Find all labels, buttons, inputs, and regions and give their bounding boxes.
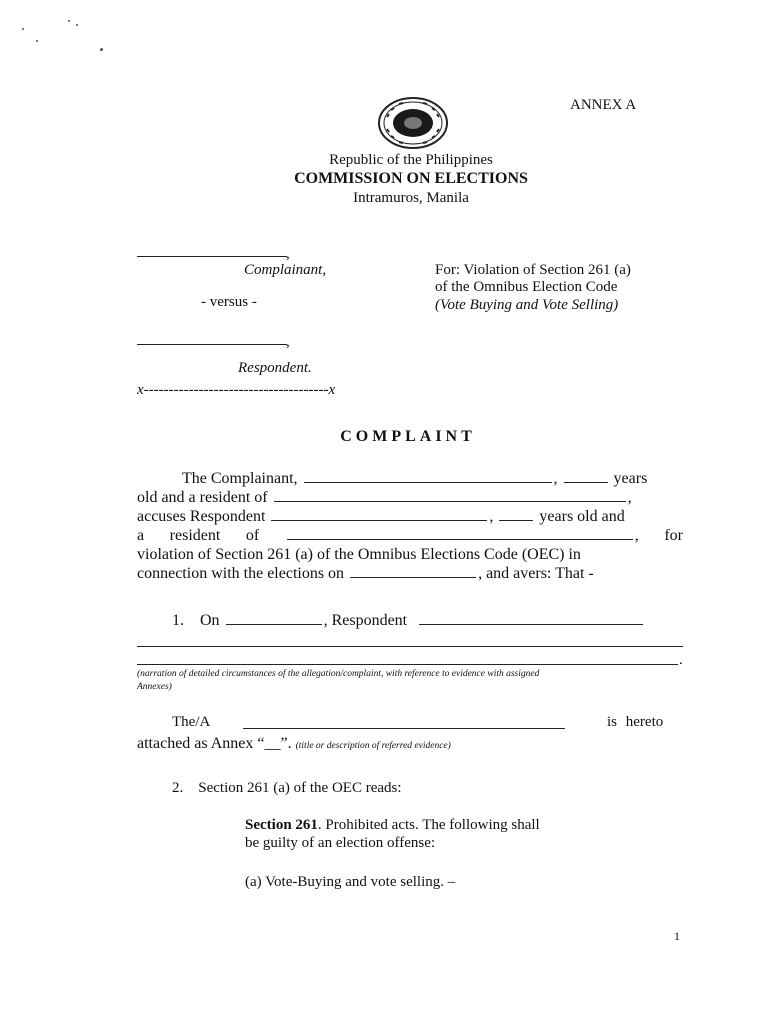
p1-line2: old and a resident of , [137,489,632,506]
p1-line4: a resident of , for [137,527,683,544]
narration-line-1[interactable] [137,646,683,647]
the-a-label: The/A [172,714,211,730]
respondent-address-field[interactable] [287,538,633,540]
p1-line6: connection with the elections on , and avers: That - [137,565,594,582]
p1-line1: The Complainant, , years [182,470,648,487]
attached-line: attached as Annex “__”. (title or description of referred evidence) [137,735,451,752]
incident-description-field-1[interactable] [419,623,643,625]
comelec-seal-icon [377,97,449,149]
republic-line: Republic of the Philippines [329,152,493,168]
narration-line-2[interactable] [137,664,678,665]
complainant-name-field[interactable] [304,481,552,483]
complainant-address-field[interactable] [274,500,626,502]
section-261-line2: be guilty of an election offense: [245,835,436,851]
is-hereto-label: is hereto [607,714,664,730]
page-number: 1 [674,929,680,943]
respondent-name-field[interactable] [271,519,487,521]
narration-note-2: Annexes) [137,682,172,692]
for-violation-line1: For: Violation of Section 261 (a) [435,262,631,278]
narration-note-1: (narration of detailed circumstances of the allegation/complaint, with reference to evidence with assigned [137,669,540,679]
document-title: COMPLAINT [340,428,476,445]
commission-name: COMMISSION ON ELECTIONS [294,170,528,187]
complainant-label: Complainant, [244,262,327,278]
evidence-title-field[interactable] [243,728,565,729]
caption-separator: x-------------------------------------x [137,382,336,398]
comma-mark: , [286,246,290,262]
versus-label: - versus - [201,294,257,310]
election-date-field[interactable] [350,576,476,578]
complainant-name-line [137,256,287,257]
item2-line: 2. Section 261 (a) of the OEC reads: [172,780,402,796]
annex-label: ANNEX A [570,97,637,113]
vote-buying-heading: (a) Vote-Buying and vote selling. – [245,874,456,890]
complainant-age-field[interactable] [564,481,608,483]
commission-location: Intramuros, Manila [353,190,469,206]
item1-line: 1. On , Respondent [172,612,645,630]
incident-date-field[interactable] [226,623,322,625]
respondent-name-line [137,344,287,345]
period-mark: . [679,652,683,668]
for-violation-line2: of the Omnibus Election Code [435,279,618,295]
respondent-age-field[interactable] [499,519,533,521]
for-violation-line3: (Vote Buying and Vote Selling) [435,297,619,313]
p1-line5: violation of Section 261 (a) of the Omnibus Elections Code (OEC) in [137,546,581,563]
respondent-label: Respondent. [238,360,312,376]
section-261-line1: Section 261. Prohibited acts. The following shall [245,817,540,833]
comma-mark: , [286,334,290,350]
p1-line3: accuses Respondent , years old and [137,508,625,525]
